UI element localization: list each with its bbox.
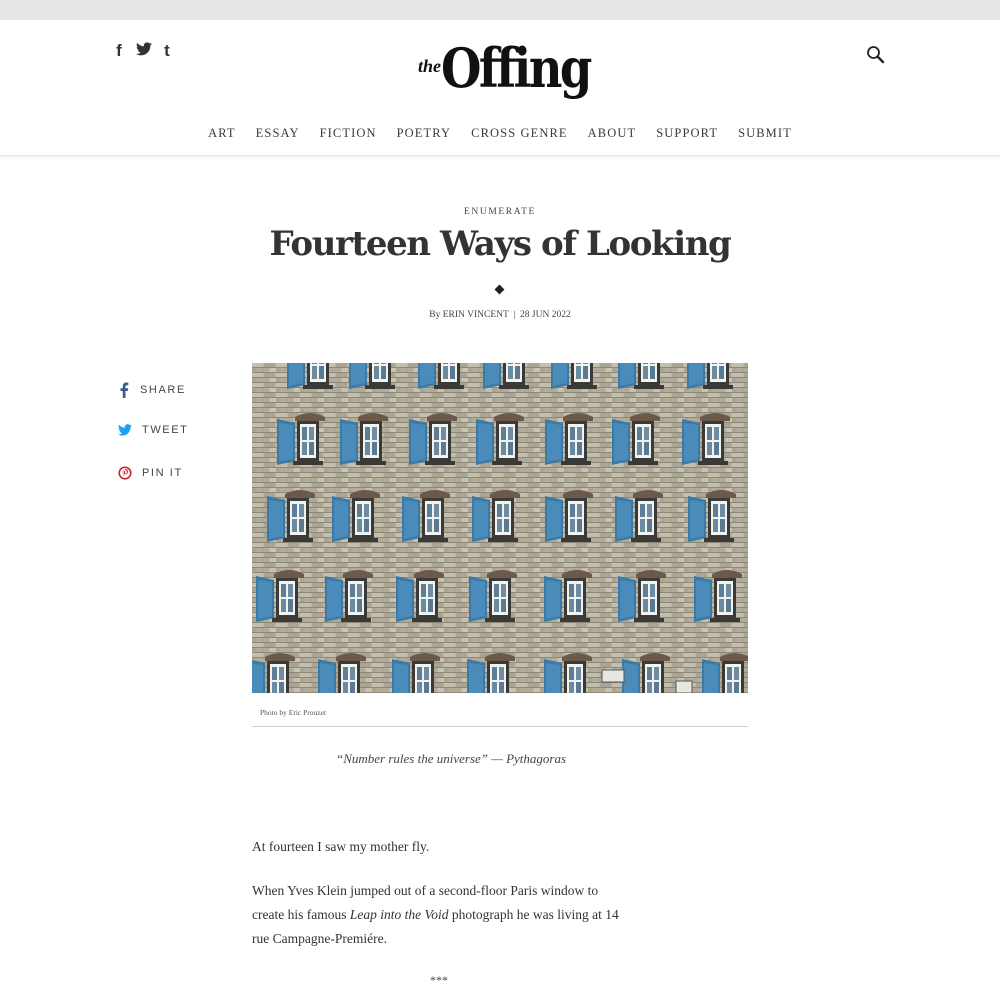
main-nav [0,126,1000,141]
site-logo[interactable] [416,36,590,108]
nav-item-art[interactable]: ART [208,126,236,140]
caption-divider [252,726,748,727]
photo-caption: Photo by Eric Prouzet [260,708,327,717]
paragraph-text: photograph he was living at 14 rue Campagne-Premiére. [252,907,619,946]
twitter-icon [118,424,132,436]
share-twitter-label: TWEET [142,424,189,436]
article-hero-image [252,363,748,693]
twitter-icon[interactable] [136,42,150,60]
section-separator: *** [430,973,448,987]
facebook-icon[interactable]: f [116,41,122,60]
paragraph-text: When Yves Klein jumped out of a second-floor Paris window to create his famous [252,883,599,922]
artwork-title: Leap into the Void [349,907,449,922]
tumblr-icon[interactable]: t [164,41,170,60]
share-facebook-button[interactable] [118,382,228,398]
nav-item-poetry[interactable]: POETRY [396,126,452,140]
nav-item-about[interactable]: ABOUT [587,126,637,140]
logo-name: Offing [441,36,590,100]
article-category[interactable]: ENUMERATE [464,207,536,217]
nav-item-submit[interactable]: SUBMIT [738,126,792,140]
nav-item-essay[interactable]: ESSAY [255,126,300,140]
title-divider [495,285,505,295]
paragraph [252,879,632,951]
nav-item-fiction[interactable]: FICTION [319,126,377,140]
share-twitter-button[interactable] [118,424,228,436]
article-epigraph: “Number rules the universe” — Pythagoras [336,751,567,766]
article-byline: By ERIN VINCENT | 28 JUN 2022 [429,310,571,320]
search-icon[interactable] [866,45,886,65]
nav-item-cross-genre[interactable]: CROSS GENRE [471,126,568,140]
pinterest-icon [118,466,132,480]
header-social-links [112,42,174,60]
share-pinterest-label: PIN IT [142,467,183,479]
share-pinterest-button[interactable] [118,466,228,480]
site-header [0,20,1000,156]
browser-top-bar [0,0,1000,20]
share-facebook-label: SHARE [140,384,186,396]
nav-item-support[interactable]: SUPPORT [656,126,719,140]
paragraph: At fourteen I saw my mother fly. [252,839,430,854]
article-title: Fourteen Ways of Looking [269,224,731,264]
logo-the: the [418,56,442,76]
facebook-icon [118,382,130,398]
